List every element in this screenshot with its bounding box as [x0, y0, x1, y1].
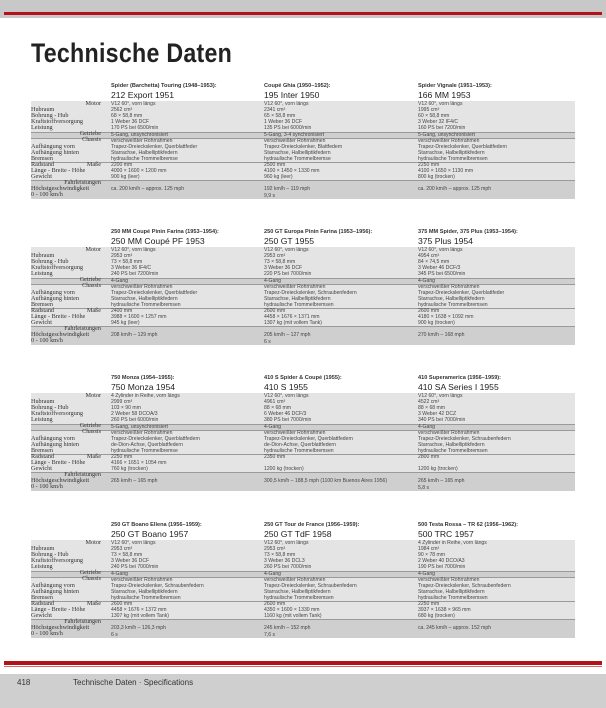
spec-value: Starrachse, Halbelliptikfedern — [418, 149, 485, 156]
spec-value: 680 kg (trocken) — [418, 613, 455, 620]
label-hubraum: Hubraum — [31, 544, 55, 552]
car-name: 195 Inter 1950 — [264, 90, 320, 100]
label-lbh: Länge - Breite - Höhe — [31, 312, 86, 320]
label-gewicht: Gewicht — [31, 173, 52, 180]
spec-value: 4-Gang — [264, 570, 281, 577]
car-subtitle: 500 Testa Rossa – TR 62 (1956–1962): — [418, 522, 519, 528]
spec-value: Trapez-Dreieckslenker, Querblattfedern — [418, 143, 507, 150]
spec-value: 220 PS bei 7000/min — [264, 271, 312, 278]
spec-value: 9,9 s — [264, 192, 276, 199]
spec-value: 4-Gang — [111, 277, 128, 284]
spec-value: verschweißter Rohrrahmen — [418, 429, 480, 436]
car-name: 250 GT 1955 — [264, 236, 315, 246]
label-fahrleistungen: Fahrleistungen — [64, 325, 101, 333]
label-aufh-vorn: Aufhängung vorn — [31, 142, 75, 150]
spec-value: Starrachse, Halbelliptikfedern — [418, 588, 485, 595]
label-beschl: 0 - 100 km/h — [31, 630, 63, 638]
spec-value: 4350 × 1600 × 1330 mm — [264, 607, 320, 614]
spec-value: 245 km/h – 152 mph — [264, 625, 311, 632]
label-kraftstoff: Kraftstoffversorgung — [31, 264, 84, 272]
spec-value: 945 kg (leer) — [111, 320, 140, 327]
car-name: 250 GT TdF 1958 — [264, 529, 332, 539]
label-lbh: Länge - Breite - Höhe — [31, 166, 86, 174]
car-name: 500 TRC 1957 — [418, 529, 474, 539]
label-beschl: 0 - 100 km/h — [31, 337, 63, 345]
spec-value: 3 Weber 32 IF4/C — [418, 119, 459, 126]
spec-value: hydraulische Trommelbremse — [264, 155, 331, 162]
spec-value: V12 60°, vorn längs — [264, 101, 309, 107]
spec-value: Starrachse, Halbelliptikfedern — [111, 295, 178, 302]
spec-value: 3988 × 1600 × 1257 mm — [111, 314, 167, 321]
car-name: 166 MM 1953 — [418, 90, 471, 100]
label-bremsen: Bremsen — [31, 300, 53, 308]
car-name: 250 MM Coupé PF 1953 — [111, 236, 205, 246]
car-subtitle: Coupé Ghia (1950–1952): — [264, 83, 331, 89]
spec-value: 73 × 58,8 mm — [264, 552, 296, 559]
spec-value: 2953 cm³ — [264, 546, 286, 553]
spec-value: 73 × 58,8 mm — [264, 259, 296, 266]
label-kraftstoff: Kraftstoffversorgung — [31, 557, 84, 565]
spec-value: Trapez-Dreieckslenker, Querblattfeder — [111, 143, 198, 150]
spec-value: 6 s — [111, 631, 118, 638]
spec-value: 2600 mm — [264, 601, 286, 607]
spec-value: verschweißter Rohrrahmen — [418, 576, 480, 583]
spec-value: ca. 200 km/h – approx. 125 mph — [418, 186, 492, 193]
spec-value: Starrachse, Halbelliptikfedern — [111, 149, 178, 156]
label-motor: Motor — [85, 245, 101, 253]
spec-value: 6 Weber 46 DCF/3 — [264, 411, 307, 418]
spec-value: 340 PS bei 7000/min — [418, 417, 466, 424]
spec-value: V12 60°, vorn längs — [111, 247, 156, 253]
spec-value: verschweißter Rohrrahmen — [264, 137, 326, 144]
top-bar — [0, 0, 606, 18]
spec-value: 2600 mm — [111, 601, 133, 607]
car-subtitle: 410 Superamerica (1956–1959): — [418, 375, 502, 381]
label-bohrung: Bohrung - Hub — [31, 404, 69, 411]
spec-value: 3 Weber 42 DCZ — [418, 411, 457, 418]
label-lbh: Länge - Breite - Höhe — [31, 458, 86, 466]
row-divider — [31, 472, 575, 473]
car-subtitle: 410 S Spider & Coupé (1955): — [264, 375, 342, 381]
spec-value: hydraulische Trommelbremsen — [111, 301, 181, 308]
spec-value: Starrachse, Halbelliptikfedern — [418, 441, 485, 448]
car-name: 212 Export 1951 — [111, 90, 175, 100]
label-aufh-hinten: Aufhängung hinten — [31, 440, 79, 448]
label-fahrleistungen: Fahrleistungen — [64, 179, 101, 187]
spec-value: 4166 × 1651 × 1054 mm — [111, 460, 167, 467]
label-bremsen: Bremsen — [31, 446, 53, 454]
page-number: 418 — [17, 678, 31, 687]
spec-value: 240 PS bei 7200/min — [111, 271, 159, 278]
spec-value: 4100 × 1650 × 1130 mm — [418, 168, 474, 175]
spec-value: 1 Weber 36 DCF — [264, 119, 303, 126]
spec-value: 2200 mm — [111, 162, 133, 168]
spec-value: 4-Gang — [111, 570, 128, 577]
spec-value: 1200 kg (trocken) — [264, 466, 304, 473]
spec-value: ca. 200 km/h – approx. 125 mph — [111, 186, 185, 193]
spec-value: 1200 kg (trocken) — [418, 466, 458, 473]
row-divider — [31, 180, 575, 181]
spec-value: 2 Weber 40 DCO/A3 — [418, 558, 465, 565]
spec-value: 1307 kg (mit vollem Tank) — [264, 320, 322, 327]
spec-value: Trapez-Dreieckslenker, Querblattfeder — [111, 289, 198, 296]
car-name: 250 GT Boano 1957 — [111, 529, 189, 539]
spec-value: 800 kg (trocken) — [418, 174, 455, 181]
label-masse: Maße — [86, 306, 101, 314]
spec-value: Starrachse, Halbelliptikfedern — [418, 295, 485, 302]
spec-value: 4961 cm³ — [264, 399, 286, 406]
spec-value: Starrachse, Halbelliptikfedern — [264, 295, 331, 302]
label-leistung: Leistung — [31, 270, 53, 278]
spec-value: Trapez-Dreieckslenker, Querblattfedern — [111, 435, 200, 442]
car-name: 410 SA Series I 1955 — [418, 382, 499, 392]
car-subtitle: Spider Vignale (1951–1953): — [418, 83, 492, 89]
label-bohrung: Bohrung - Hub — [31, 551, 69, 558]
spec-value: 90 × 78 mm — [418, 552, 446, 559]
spec-value: V12 60°, vorn längs — [111, 540, 156, 546]
car-subtitle: 250 MM Coupé Pinin Farina (1953–1954): — [111, 229, 219, 235]
label-radstand: Radstand — [31, 452, 55, 460]
spec-value: 160 PS bei 7200/min — [418, 125, 466, 132]
spec-value: de-Dion-Achse, Querblattfedern — [111, 441, 183, 448]
spec-value: 88 × 68 mm — [418, 405, 446, 412]
spec-value: 4100 × 1450 × 1330 mm — [264, 168, 320, 175]
label-masse: Maße — [86, 452, 101, 460]
label-bohrung: Bohrung - Hub — [31, 258, 69, 265]
row-labels — [31, 522, 101, 642]
car-name: 750 Monza 1954 — [111, 382, 176, 392]
spec-value: 84 × 74,5 mm — [418, 259, 450, 266]
spec-value: 73 × 58,8 mm — [111, 259, 143, 266]
label-bremsen: Bremsen — [31, 154, 53, 162]
spec-value: hydraulische Trommelbremsen — [418, 594, 488, 601]
spec-value: hydraulische Trommelbremsen — [418, 155, 488, 162]
spec-value: ca. 245 km/h – approx. 152 mph — [418, 625, 492, 632]
spec-value: Starrachse, Halbelliptikfedern — [264, 588, 331, 595]
spec-value: 73 × 58,8 mm — [111, 552, 143, 559]
spec-value: 208 km/h – 129 mph — [111, 332, 158, 339]
spec-value: verschweißter Rohrrahmen — [418, 283, 480, 290]
spec-value: 2400 mm — [111, 308, 133, 314]
spec-value: 6 s — [264, 338, 271, 345]
label-bohrung: Bohrung - Hub — [31, 112, 69, 119]
spec-value: 5-Gang, 3-4 synchronisiert — [264, 131, 325, 138]
label-vmax: Höchstgeschwindigkeit — [31, 185, 90, 193]
spec-value: 3 Weber 36 DCL3 — [264, 558, 305, 565]
spec-value: V12 60°, vorn längs — [111, 101, 156, 107]
spec-value: 900 kg (leer) — [111, 174, 140, 181]
row-divider — [31, 326, 575, 327]
spec-value: 4180 × 1638 × 1092 mm — [418, 314, 474, 321]
label-radstand: Radstand — [31, 599, 55, 607]
label-getriebe: Getriebe — [79, 569, 101, 577]
spec-value: verschweißter Rohrrahmen — [264, 429, 326, 436]
label-gewicht: Gewicht — [31, 612, 52, 619]
spec-value: 2250 mm — [418, 601, 440, 607]
car-subtitle: 250 GT Tour de France (1956–1959): — [264, 522, 360, 528]
spec-value: 3 Weber 36 DCF — [264, 265, 303, 272]
label-fahrleistungen: Fahrleistungen — [64, 618, 101, 626]
car-subtitle: 250 GT Boano Ellena (1956–1959): — [111, 522, 202, 528]
label-hubraum: Hubraum — [31, 105, 55, 113]
spec-value: V12 60°, vorn längs — [418, 101, 463, 107]
spec-value: 5-Gang, unsynchronisiert — [418, 131, 475, 138]
spec-value: 4-Gang — [264, 423, 281, 430]
spec-value: 240 PS bei 7000/min — [111, 564, 159, 571]
spec-value: 2562 cm³ — [111, 107, 133, 114]
label-vmax: Höchstgeschwindigkeit — [31, 624, 90, 632]
spec-value: 2250 mm — [111, 454, 133, 460]
label-chassis: Chassis — [82, 428, 101, 436]
spec-value: hydraulische Trommelbremsen — [111, 594, 181, 601]
spec-value: 2500 mm — [264, 162, 286, 168]
label-beschl: 0 - 100 km/h — [31, 191, 63, 199]
spec-value: verschweißter Rohrrahmen — [111, 576, 173, 583]
spec-value: 203,3 km/h – 126,3 mph — [111, 625, 166, 632]
spec-value: Starrachse, Halbelliptikfedern — [264, 149, 331, 156]
spec-value: 7,6 s — [264, 631, 276, 638]
spec-value: verschweißter Rohrrahmen — [264, 576, 326, 583]
label-bremsen: Bremsen — [31, 593, 53, 601]
label-leistung: Leistung — [31, 416, 53, 424]
spec-value: 265 km/h – 165 mph — [418, 478, 465, 485]
label-chassis: Chassis — [82, 136, 101, 144]
label-aufh-hinten: Aufhängung hinten — [31, 587, 79, 595]
spec-value: 2 Weber 58 DCOA/3 — [111, 411, 158, 418]
label-aufh-hinten: Aufhängung hinten — [31, 148, 79, 156]
spec-value: Trapez-Dreieckslenker, Querblattfeder — [418, 289, 505, 296]
spec-value: hydraulische Trommelbremsen — [418, 447, 488, 454]
spec-value: 300,5 km/h – 188,5 mph (1100 km Buenos Aires 1956) — [264, 478, 388, 485]
spec-value: 2341 cm³ — [264, 107, 286, 114]
car-subtitle: 375 MM Spider, 375 Plus (1953–1954): — [418, 229, 518, 235]
spec-value: 2953 cm³ — [111, 546, 133, 553]
spec-value: 135 PS bei 6000/min — [264, 125, 312, 132]
spec-value: 960 kg (leer) — [264, 174, 293, 181]
spec-value: 2999 cm³ — [111, 399, 133, 406]
spec-value: verschweißter Rohrrahmen — [418, 137, 480, 144]
label-kraftstoff: Kraftstoffversorgung — [31, 410, 84, 418]
footer-accent-stripe — [4, 661, 602, 665]
label-motor: Motor — [85, 391, 101, 399]
page-title: Technische Daten — [31, 38, 233, 68]
spec-value: 5,8 s — [418, 484, 430, 491]
spec-value: V12 60°, vorn längs — [418, 393, 463, 399]
label-gewicht: Gewicht — [31, 465, 52, 472]
label-getriebe: Getriebe — [79, 130, 101, 138]
spec-value: 345 PS bei 6500/min — [418, 271, 466, 278]
label-aufh-vorn: Aufhängung vorn — [31, 434, 75, 442]
spec-value: 2600 mm — [418, 308, 440, 314]
footer-section-title: Technische Daten · Specifications — [73, 678, 194, 687]
spec-value: 88 × 68 mm — [264, 405, 292, 412]
row-labels — [31, 229, 101, 349]
row-divider — [31, 619, 575, 620]
spec-value: 1984 cm³ — [418, 546, 440, 553]
spec-value: 3 Weber 36 IF4/C — [111, 265, 152, 272]
spec-value: 3937 × 1638 × 965 mm — [418, 607, 471, 614]
label-lbh: Länge - Breite - Höhe — [31, 605, 86, 613]
spec-value: 68 × 58,8 mm — [111, 113, 143, 120]
label-masse: Maße — [86, 160, 101, 168]
spec-value: 3 Weber 36 DCF — [111, 558, 150, 565]
spec-value: 192 km/h – 119 mph — [264, 186, 311, 193]
spec-value: 270 km/h – 168 mph — [418, 332, 465, 339]
label-chassis: Chassis — [82, 575, 101, 583]
spec-value: 2600 mm — [264, 308, 286, 314]
spec-value: de-Dion-Achse, Querblattfedern — [264, 441, 336, 448]
spec-value: Trapez-Dreieckslenker, Schraubenfedern — [111, 582, 204, 589]
label-leistung: Leistung — [31, 124, 53, 132]
spec-value: 4000 × 1600 × 1200 mm — [111, 168, 167, 175]
spec-value: 380 PS bei 7000/min — [264, 417, 312, 424]
spec-value: 260 PS bei 6000/min — [111, 417, 159, 424]
spec-value: 265 km/h – 165 mph — [111, 478, 158, 485]
spec-value: V12 60°, vorn längs — [418, 247, 463, 253]
spec-value: Starrachse, Halbelliptikfedern — [111, 588, 178, 595]
footer-divider — [4, 666, 602, 667]
label-aufh-hinten: Aufhängung hinten — [31, 294, 79, 302]
spec-value: Trapez-Dreieckslenker, Querblattfedern — [264, 435, 353, 442]
spec-value: 2800 mm — [418, 454, 440, 460]
spec-value: 2953 cm³ — [264, 253, 286, 260]
label-getriebe: Getriebe — [79, 276, 101, 284]
label-radstand: Radstand — [31, 160, 55, 168]
spec-value: 2250 mm — [418, 162, 440, 168]
spec-value: 3 Weber 46 DCF/3 — [418, 265, 461, 272]
spec-value: 2350 mm — [264, 454, 286, 460]
car-name: 375 Plus 1954 — [418, 236, 473, 246]
spec-value: 260 PS bei 7000/min — [264, 564, 312, 571]
row-labels — [31, 375, 101, 495]
car-subtitle: Spider (Barchetta) Touring (1948–1953): — [111, 83, 217, 89]
spec-value: 4 Zylinder in Reihe, vorn längs — [111, 393, 180, 399]
spec-value: 4 Zylinder in Reihe, vorn längs — [418, 540, 487, 546]
spec-value: 190 PS bei 7000/min — [418, 564, 466, 571]
car-subtitle: 250 GT Europa Pinin Farina (1953–1956): — [264, 229, 373, 235]
spec-value: verschweißter Rohrrahmen — [111, 137, 173, 144]
spec-value: 1995 cm³ — [418, 107, 440, 114]
spec-value: hydraulische Trommelbremse — [111, 155, 178, 162]
label-hubraum: Hubraum — [31, 397, 55, 405]
label-masse: Maße — [86, 599, 101, 607]
label-vmax: Höchstgeschwindigkeit — [31, 331, 90, 339]
spec-value: verschweißter Rohrrahmen — [264, 283, 326, 290]
label-kraftstoff: Kraftstoffversorgung — [31, 118, 84, 126]
label-fahrleistungen: Fahrleistungen — [64, 471, 101, 479]
spec-value: verschweißter Rohrrahmen — [111, 283, 173, 290]
spec-value: V12 60°, vorn längs — [264, 393, 309, 399]
spec-value: Trapez-Dreieckslenker, Schraubenfedern — [418, 582, 511, 589]
spec-value: V12 60°, vorn längs — [264, 540, 309, 546]
spec-value: 4-Gang — [418, 423, 435, 430]
spec-value: 4458 × 1676 × 1371 mm — [264, 314, 320, 321]
spec-value: 60 × 58,8 mm — [418, 113, 450, 120]
spec-value: Trapez-Dreieckslenker, Schraubenfedern — [264, 289, 357, 296]
label-getriebe: Getriebe — [79, 422, 101, 430]
spec-value: hydraulische Trommelbremsen — [418, 301, 488, 308]
spec-value: 4458 × 1676 × 1372 mm — [111, 607, 167, 614]
label-aufh-vorn: Aufhängung vorn — [31, 581, 75, 589]
spec-value: 5-Gang, unsynchronisiert — [111, 423, 168, 430]
label-hubraum: Hubraum — [31, 251, 55, 259]
top-accent-stripe — [4, 12, 602, 15]
spec-value: hydraulische Trommelbremsen — [264, 447, 334, 454]
spec-value: 900 kg (trocken) — [418, 320, 455, 327]
label-radstand: Radstand — [31, 306, 55, 314]
car-name: 410 S 1955 — [264, 382, 308, 392]
label-gewicht: Gewicht — [31, 319, 52, 326]
spec-value: hydraulische Trommelbremse — [111, 447, 178, 454]
spec-value: hydraulische Trommelbremsen — [264, 301, 334, 308]
spec-value: 1160 kg (mit vollem Tank) — [264, 613, 322, 620]
spec-value: Trapez-Dreieckslenker, Schraubenfedern — [418, 435, 511, 442]
label-chassis: Chassis — [82, 282, 101, 290]
label-vmax: Höchstgeschwindigkeit — [31, 477, 90, 485]
spec-value: 170 PS bei 6500/min — [111, 125, 159, 132]
spec-value: 4-Gang — [418, 570, 435, 577]
spec-value: 4522 cm³ — [418, 399, 440, 406]
spec-value: 5-Gang, unsynchronisiert — [111, 131, 168, 138]
spec-value: 1 Weber 36 DCF — [111, 119, 150, 126]
spec-value: 1307 kg (mit vollem Tank) — [111, 613, 169, 620]
spec-value: 4954 cm³ — [418, 253, 440, 260]
spec-value: verschweißter Rohrrahmen — [111, 429, 173, 436]
spec-value: 103 × 90 mm — [111, 405, 141, 412]
label-motor: Motor — [85, 538, 101, 546]
car-subtitle: 750 Monza (1954–1955): — [111, 375, 175, 381]
spec-value: V12 60°, vorn längs — [264, 247, 309, 253]
spec-value: 4-Gang — [264, 277, 281, 284]
spec-value: 760 kg (trocken) — [111, 466, 148, 473]
spec-value: 65 × 58,8 mm — [264, 113, 296, 120]
spec-value: Trapez-Dreieckslenker, Blattfedern — [264, 143, 343, 150]
label-leistung: Leistung — [31, 563, 53, 571]
spec-value: 4-Gang — [418, 277, 435, 284]
spec-value: 205 km/h – 127 mph — [264, 332, 311, 339]
label-beschl: 0 - 100 km/h — [31, 483, 63, 491]
row-labels — [31, 83, 101, 203]
label-aufh-vorn: Aufhängung vorn — [31, 288, 75, 296]
spec-value: 2953 cm³ — [111, 253, 133, 260]
label-motor: Motor — [85, 99, 101, 107]
spec-value: Trapez-Dreieckslenker, Schraubenfedern — [264, 582, 357, 589]
spec-value: hydraulische Trommelbremsen — [264, 594, 334, 601]
